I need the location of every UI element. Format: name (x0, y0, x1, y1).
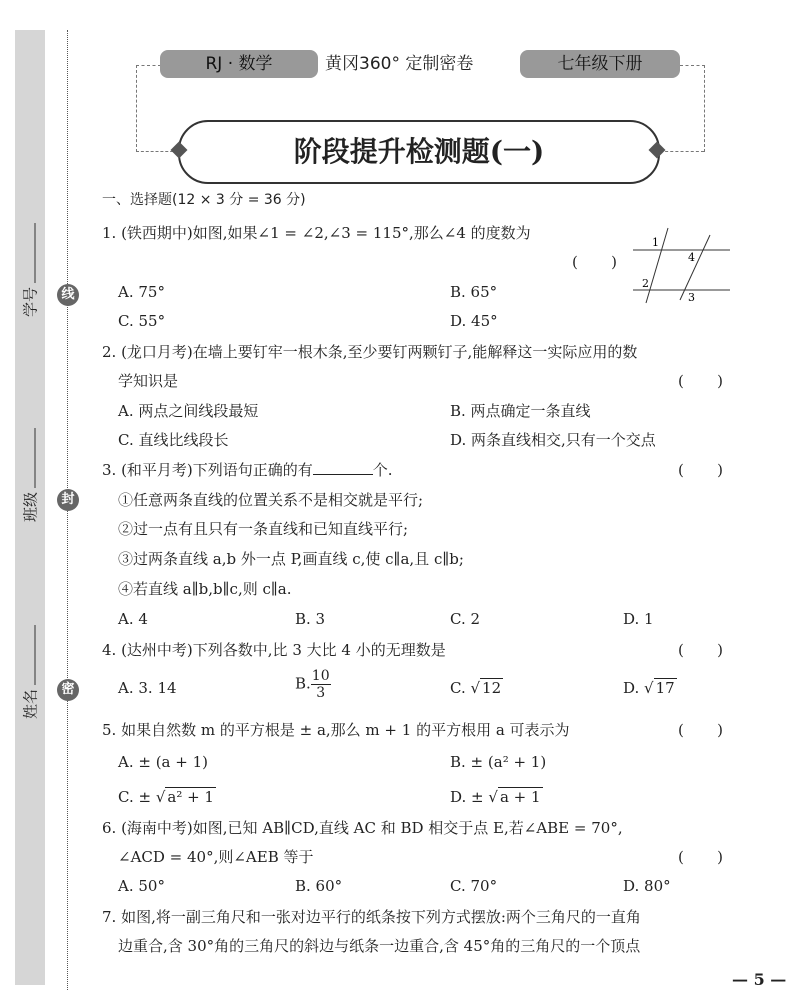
q3-statement-1: ①任意两条直线的位置关系不是相交就是平行; (118, 491, 424, 509)
fig-label-1: 1 (652, 236, 659, 249)
q4-option-b[interactable] (295, 668, 331, 701)
numerator: 10 (311, 668, 330, 684)
q4-option-a[interactable]: A. 3. 14 (118, 679, 177, 697)
paren-open: ( (678, 848, 684, 866)
header-connector-right-bottom (660, 151, 704, 152)
q2-text-line2: 学知识是 (118, 372, 179, 390)
q1-option-a[interactable]: A. 75° (118, 283, 165, 301)
student-id-blank (35, 223, 36, 283)
paren-open: ( (572, 253, 578, 271)
q3-text (102, 460, 393, 480)
q3-option-d[interactable]: D. 1 (623, 610, 654, 628)
q7-text-line1: 7. 如图,将一副三角尺和一张对边平行的纸条按下列方式摆放:两个三角尺的一直角 (102, 908, 641, 926)
q2-option-a[interactable]: A. 两点之间线段最短 (118, 402, 259, 420)
option-label: B. (295, 674, 311, 693)
q4-answer-blank[interactable] (678, 640, 723, 660)
q3-answer-blank[interactable] (678, 460, 723, 480)
q1-option-b[interactable]: B. 65° (450, 283, 498, 301)
q1-figure (630, 225, 735, 305)
q5-answer-blank[interactable] (678, 720, 723, 740)
q6-text-line2: ∠ACD = 40°,则∠AEB 等于 (118, 848, 314, 866)
name-field (20, 625, 41, 719)
option-label: D. (623, 679, 640, 697)
q3-option-a[interactable]: A. 4 (118, 610, 148, 628)
q6-answer-blank[interactable] (678, 847, 723, 867)
q3-text-post: 个. (372, 461, 393, 479)
fig-label-4: 4 (688, 251, 695, 264)
q3-fill-blank (313, 474, 373, 475)
q4-option-c[interactable]: C. √ 12 (450, 679, 502, 697)
q7-text-line2: 边重合,含 30°角的三角尺的斜边与纸条一边重合,含 45°角的三角尺的一个顶点 (118, 937, 641, 955)
radicand: 12 (482, 679, 502, 697)
q6-option-d[interactable]: D. 80° (623, 877, 671, 895)
seal-line: 线 (57, 284, 79, 306)
page-title: 阶段提升检测题(一) (178, 120, 660, 184)
fraction (311, 668, 331, 701)
class-label: 班级 (21, 491, 40, 523)
subject-badge: RJ · 数学 (160, 50, 318, 78)
page-number: — 5 — (732, 970, 787, 989)
q2-text-line1: 2. (龙口月考)在墙上要钉牢一根木条,至少要钉两颗钉子,能解释这一实际应用的数 (102, 343, 638, 361)
grade-badge: 七年级下册 (520, 50, 680, 78)
fig-label-2: 2 (642, 277, 649, 290)
q3-option-c[interactable]: C. 2 (450, 610, 481, 628)
student-id-field (20, 223, 41, 317)
q1-option-c[interactable]: C. 55° (118, 312, 166, 330)
q2-option-b[interactable]: B. 两点确定一条直线 (450, 402, 591, 420)
option-label: C. (450, 679, 466, 697)
brand-text: 黄冈360° 定制密卷 (325, 54, 474, 74)
q3-option-b[interactable]: B. 3 (295, 610, 326, 628)
q1-text: 1. (铁西期中)如图,如果∠1 = ∠2,∠3 = 115°,那么∠4 的度数为 (102, 224, 531, 242)
fig-label-3: 3 (688, 291, 695, 304)
class-field (20, 428, 41, 522)
paren-open: ( (678, 372, 684, 390)
denominator: 3 (316, 685, 326, 701)
paren-close: ) (717, 372, 723, 390)
q5-option-b[interactable]: B. ± (a² + 1) (450, 753, 547, 771)
option-label: C. ± (118, 788, 152, 806)
q5-option-d[interactable]: D. ± √ a + 1 (450, 788, 541, 806)
paren-close: ) (717, 721, 723, 739)
name-blank (35, 625, 36, 685)
seal-secret: 密 (57, 679, 79, 701)
q4-text: 4. (达州中考)下列各数中,比 3 大比 4 小的无理数是 (102, 641, 446, 659)
name-label: 姓名 (21, 688, 40, 720)
class-blank (35, 428, 36, 488)
header-connector-right (680, 65, 705, 152)
q6-text-line1: 6. (海南中考)如图,已知 AB∥CD,直线 AC 和 BD 相交于点 E,若∠ABE = 70°, (102, 819, 623, 837)
q1-answer-blank[interactable] (572, 252, 617, 272)
q6-option-b[interactable]: B. 60° (295, 877, 343, 895)
seal-seal: 封 (57, 489, 79, 511)
q5-text: 5. 如果自然数 m 的平方根是 ± a,那么 m + 1 的平方根用 a 可表示为 (102, 721, 570, 739)
section-heading: 一、选择题(12 × 3 分 = 36 分) (102, 192, 306, 208)
q3-statement-2: ②过一点有且只有一条直线和已知直线平行; (118, 520, 409, 538)
paren-open: ( (678, 461, 684, 479)
q5-option-a[interactable]: A. ± (a + 1) (118, 753, 208, 771)
q2-option-d[interactable]: D. 两条直线相交,只有一个交点 (450, 431, 656, 449)
paren-open: ( (678, 721, 684, 739)
paren-close: ) (717, 461, 723, 479)
radicand: a + 1 (499, 788, 541, 806)
q1-option-d[interactable]: D. 45° (450, 312, 498, 330)
header-connector-left (136, 65, 161, 152)
q3-text-pre: 3. (和平月考)下列语句正确的有 (102, 461, 313, 479)
student-id-label: 学号 (21, 286, 40, 318)
q6-option-c[interactable]: C. 70° (450, 877, 498, 895)
radicand: 17 (655, 679, 675, 697)
q6-option-a[interactable]: A. 50° (118, 877, 165, 895)
option-label: D. ± (450, 788, 484, 806)
q2-answer-blank[interactable] (678, 371, 723, 391)
q4-option-d[interactable]: D. √ 17 (623, 679, 675, 697)
q3-statement-4: ④若直线 a∥b,b∥c,则 c∥a. (118, 580, 292, 598)
paren-close: ) (611, 253, 617, 271)
q5-option-c[interactable]: C. ± √ a² + 1 (118, 788, 214, 806)
radicand: a² + 1 (167, 788, 214, 806)
paren-close: ) (717, 641, 723, 659)
q3-statement-3: ③过两条直线 a,b 外一点 P,画直线 c,使 c∥a,且 c∥b; (118, 550, 464, 568)
paren-open: ( (678, 641, 684, 659)
paren-close: ) (717, 848, 723, 866)
q2-option-c[interactable]: C. 直线比线段长 (118, 431, 229, 449)
